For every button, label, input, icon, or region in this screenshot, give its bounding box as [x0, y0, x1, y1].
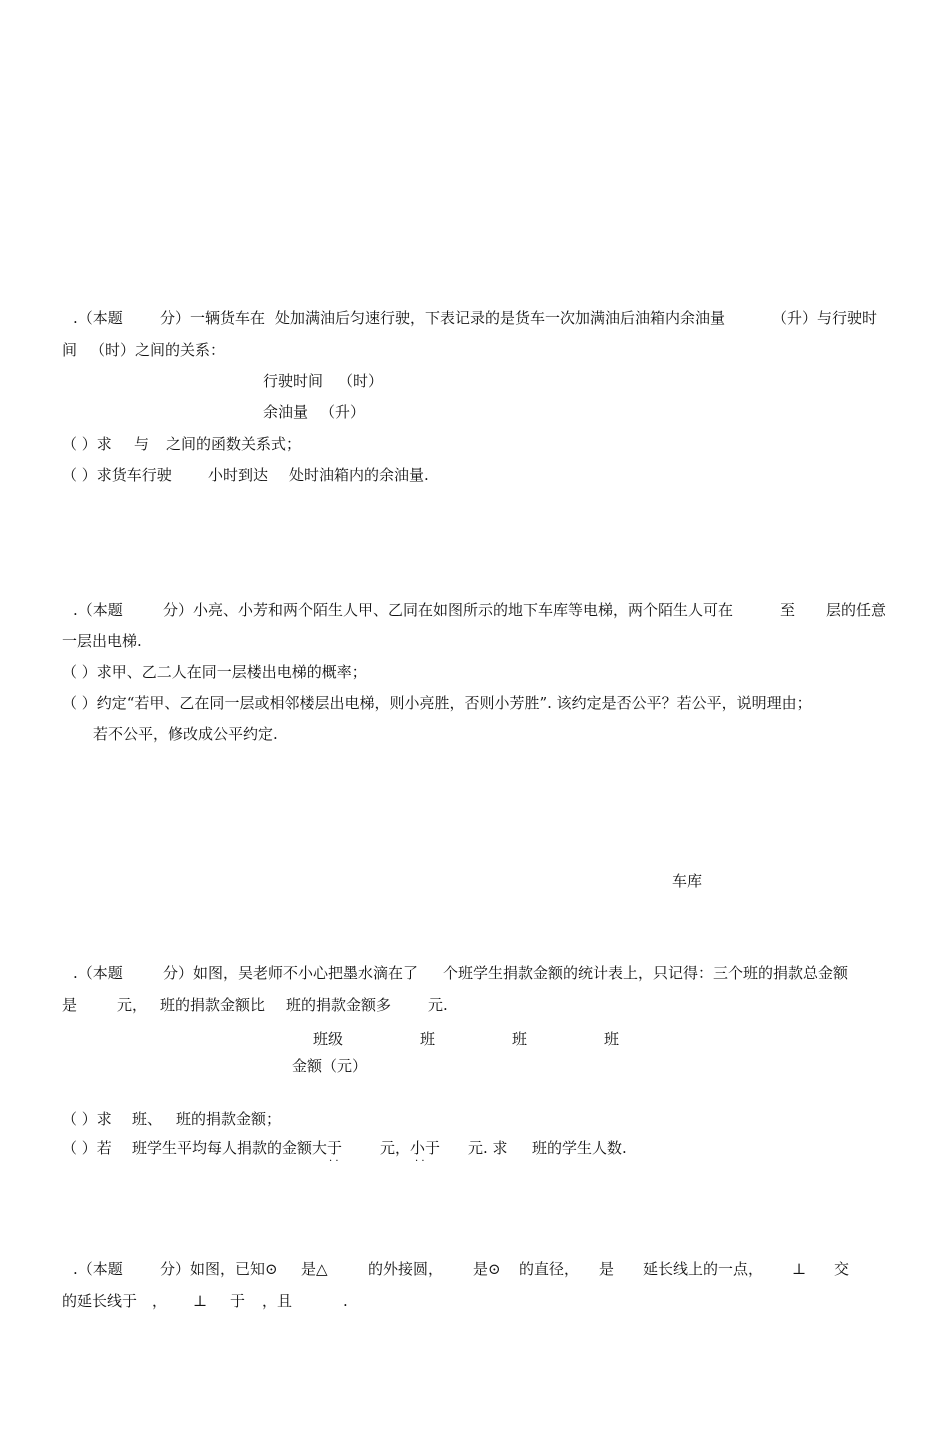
q2-stem-seg: 至	[780, 601, 796, 619]
q3-stem-seg: 班的捐款金额多	[286, 996, 392, 1014]
q1-stem-seg: 分）一辆货车在	[160, 309, 266, 327]
q2-stem-seg: 层的任意	[826, 601, 887, 619]
q1-part2-seg: 小时到达	[208, 466, 269, 484]
q3-part2-seg: 班学生平均每人捐款的金额大于	[132, 1139, 343, 1157]
table-header-cell: 班	[604, 1030, 620, 1048]
q4-stem-seg: ，	[152, 1292, 168, 1310]
q4-stem-seg: .（本题	[73, 1260, 123, 1278]
q3-stem-seg: 班的捐款金额比	[160, 996, 266, 1014]
q2-stem-seg: 分）小亮、小芳和两个陌生人甲、乙同在如图所示的地下车库等电梯，两个陌生人可在	[163, 601, 734, 619]
q3-part2-seg: 班的学生人数.	[532, 1139, 627, 1157]
q1-part2-seg: 处时油箱内的余油量.	[289, 466, 429, 484]
emphasis-dots: · ·	[415, 1156, 425, 1167]
q2-stem-seg: .（本题	[73, 601, 123, 619]
q3-part1-seg: 班、	[132, 1110, 163, 1128]
q2-part2-cont: 若不公平，修改成公平约定.	[93, 725, 278, 743]
q4-stem-seg: 的直径，	[519, 1260, 580, 1278]
q4-stem-seg: 是⊙	[473, 1260, 501, 1278]
q4-stem-seg: .	[343, 1292, 348, 1310]
q1-stem-seg: （时）之间的关系：	[90, 341, 226, 359]
emphasis-dots: · ·	[329, 1156, 339, 1167]
q3-part2-seg: 元. 求	[468, 1139, 508, 1157]
q3-part1-seg: 班的捐款金额；	[176, 1110, 282, 1128]
q1-stem-seg: .（本题	[73, 309, 123, 327]
q3-part2-seg: 元，小于	[380, 1139, 441, 1157]
q4-stem-seg: ⊥	[193, 1292, 208, 1310]
q3-part2-seg: （ ）若	[62, 1139, 112, 1157]
q4-stem-seg: 于	[230, 1292, 246, 1310]
q3-stem-seg: 分）如图，吴老师不小心把墨水滴在了	[163, 964, 419, 982]
q2-part2: （ ）约定“若甲、乙在同一层或相邻楼层出电梯，则小亮胜，否则小芳胜”. 该约定是否公平？若公平，说明理由；	[62, 694, 812, 712]
q1-part2-seg: （ ）求货车行驶	[62, 466, 172, 484]
table-cell: （升）	[320, 403, 366, 421]
q4-stem-seg: 交	[834, 1260, 850, 1278]
q3-stem-seg: 元，	[117, 996, 148, 1014]
q4-stem-seg: 分）如图，已知⊙	[160, 1260, 278, 1278]
figure-label-garage: 车库	[672, 872, 703, 890]
table-cell: （时）	[338, 372, 384, 390]
q4-stem-seg: 是	[599, 1260, 615, 1278]
table-row-label: 金额（元）	[292, 1057, 368, 1075]
q4-stem-seg: ，且	[262, 1292, 293, 1310]
q1-stem-seg: （升）与行驶时	[772, 309, 878, 327]
q4-stem-seg: 的延长线于	[62, 1292, 138, 1310]
table-header-cell: 班	[512, 1030, 528, 1048]
q3-stem-seg: 元.	[428, 996, 448, 1014]
q3-stem-seg: 是	[62, 996, 78, 1014]
q4-stem-seg: 延长线上的一点，	[643, 1260, 764, 1278]
q1-stem-seg: 间	[62, 341, 78, 359]
table-cell: 余油量	[263, 403, 309, 421]
q2-part1: （ ）求甲、乙二人在同一层楼出电梯的概率；	[62, 663, 367, 681]
q2-stem-line2: 一层出电梯.	[62, 632, 142, 650]
q1-stem-seg: 处加满油后匀速行驶，下表记录的是货车一次加满油后油箱内余油量	[275, 309, 726, 327]
q4-stem-seg: ⊥	[792, 1260, 807, 1278]
q3-part1-seg: （ ）求	[62, 1110, 112, 1128]
q1-part1-seg: 之间的函数关系式；	[166, 435, 302, 453]
q4-stem-seg: 是△	[301, 1260, 328, 1278]
q3-stem-seg: .（本题	[73, 964, 123, 982]
q4-stem-seg: 的外接圆，	[368, 1260, 444, 1278]
table-cell: 行驶时间	[263, 372, 324, 390]
q1-part1-seg: （ ）求	[62, 435, 112, 453]
table-header-cell: 班级	[313, 1030, 344, 1048]
q1-part1-seg: 与	[134, 435, 150, 453]
table-header-cell: 班	[420, 1030, 436, 1048]
q3-stem-seg: 个班学生捐款金额的统计表上，只记得：三个班的捐款总金额	[443, 964, 849, 982]
